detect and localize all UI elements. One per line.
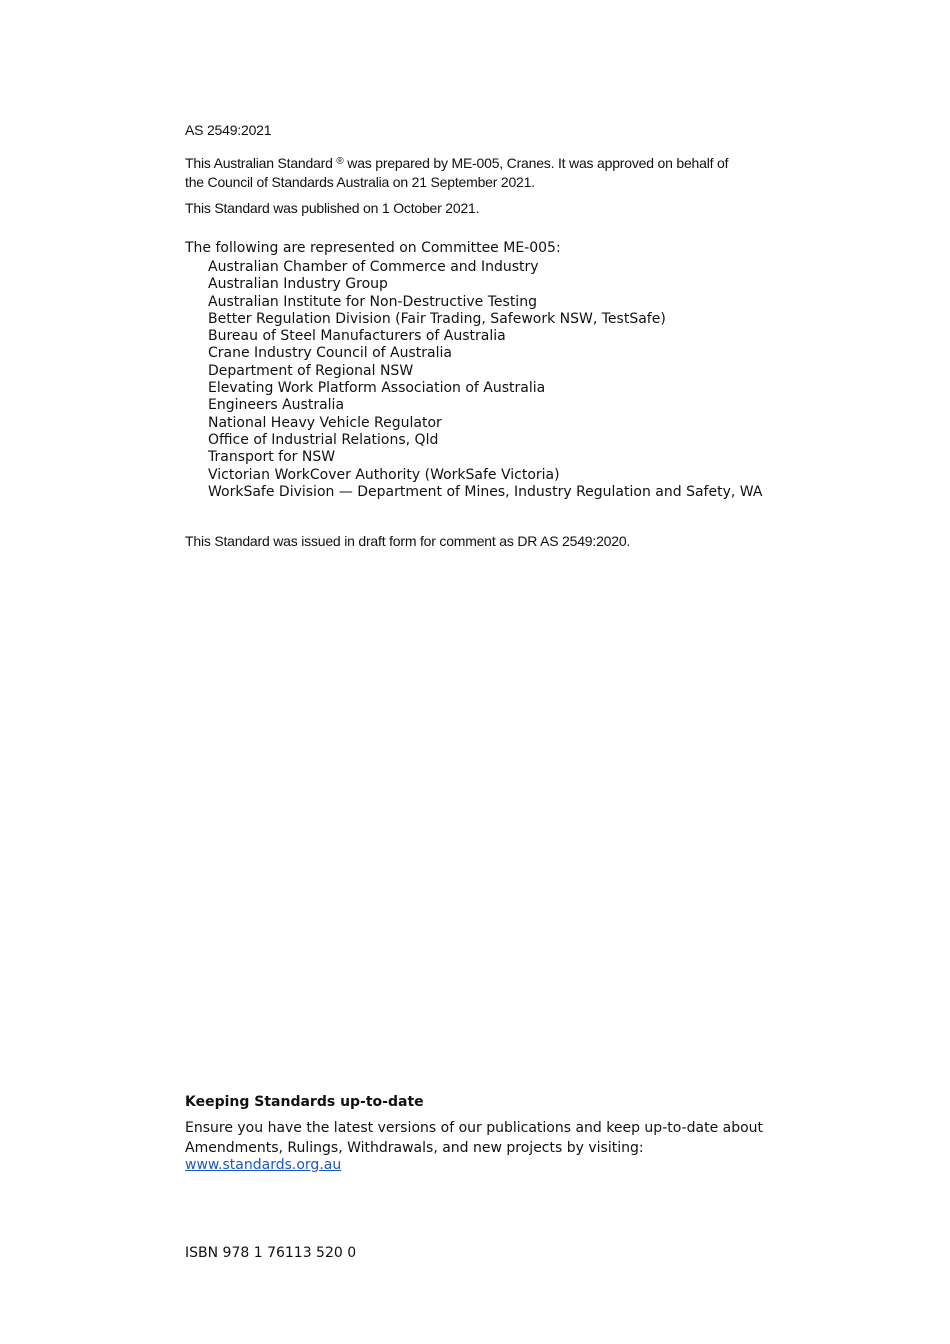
publication-date-statement: This Standard was published on 1 October 2021. — [185, 200, 480, 216]
committee-intro: The following are represented on Committee ME-005: — [185, 240, 561, 256]
committee-member: Office of Industrial Relations, Qld — [208, 431, 439, 448]
preparation-text-rest: was prepared by ME-005, Cranes. It was approved on behalf of — [343, 155, 729, 171]
committee-member: National Heavy Vehicle Regulator — [208, 414, 442, 431]
draft-statement: This Standard was issued in draft form for comment as DR AS 2549:2020. — [185, 533, 631, 549]
committee-member: Department of Regional NSW — [208, 362, 414, 379]
committee-member-list — [208, 259, 762, 501]
committee-member: Bureau of Steel Manufacturers of Australia — [208, 328, 506, 345]
keeping-standards-line-2: Amendments, Rulings, Withdrawals, and new projects by visiting: — [185, 1140, 644, 1156]
registered-mark: ® — [336, 156, 344, 167]
document-id: AS 2549:2021 — [185, 122, 272, 138]
committee-member: Victorian WorkCover Authority (WorkSafe Victoria) — [208, 466, 560, 483]
keeping-standards-body — [185, 1118, 763, 1158]
committee-member: Australian Chamber of Commerce and Industry — [208, 259, 539, 275]
committee-member: Elevating Work Platform Association of Australia — [208, 380, 546, 397]
committee-member: Crane Industry Council of Australia — [208, 345, 452, 362]
committee-member: Engineers Australia — [208, 397, 345, 414]
preparation-line-2: the Council of Standards Australia on 21 September 2021. — [185, 174, 535, 190]
preparation-statement — [185, 154, 728, 192]
preparation-line-1 — [185, 154, 728, 173]
committee-member: Transport for NSW — [208, 449, 336, 466]
standards-website-link[interactable]: www.standards.org.au — [185, 1157, 342, 1173]
isbn: ISBN 978 1 76113 520 0 — [185, 1245, 357, 1261]
committee-member: Better Regulation Division (Fair Trading, Safework NSW, TestSafe) — [208, 310, 666, 327]
preparation-text-start: This Australian Standard — [185, 155, 337, 171]
keeping-standards-line-1: Ensure you have the latest versions of our publications and keep up-to-date about — [185, 1120, 764, 1136]
committee-member: WorkSafe Division — Department of Mines, Industry Regulation and Safety, WA — [208, 483, 763, 500]
committee-member: Australian Industry Group — [208, 276, 388, 293]
keeping-standards-heading: Keeping Standards up-to-date — [185, 1094, 424, 1110]
committee-member: Australian Institute for Non-Destructive Testing — [208, 293, 537, 310]
